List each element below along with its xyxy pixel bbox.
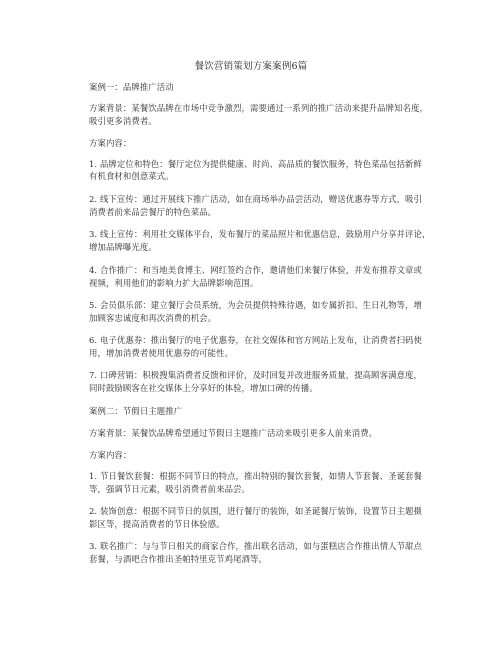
case1-item-5-line-1: 5. 会员俱乐部：建立餐厅会员系统，为会员提供特殊待遇，如专属折扣、生日礼物等，增: [89, 300, 422, 310]
case1-background-line-2: 吸引更多消费者。: [89, 116, 157, 126]
case1-content-label: 方案内容：: [89, 138, 132, 148]
case2-item-1-line-2: 等，强调节日元素，吸引消费者前来品尝。: [89, 484, 251, 494]
case1-item-6-line-2: 用，增加消费者使用优惠券的可能性。: [89, 348, 234, 358]
case1-item-4-line-2: 视频，利用他们的影响力扩大品牌影响范围。: [89, 278, 259, 288]
case2-item-2-line-2: 影区等，提高消费者的节日体验感。: [89, 519, 225, 529]
case1-item-5-line-2: 加顾客忠诚度和再次消费的机会。: [89, 313, 217, 323]
case2-content-label: 方案内容：: [89, 450, 132, 460]
case1-item-2-line-1: 2. 线下宣传：通过开展线下推广活动，如在商场举办品尝活动，赠送优惠券等方式，吸引: [89, 194, 422, 204]
case1-item-3-line-1: 3. 线上宣传：利用社交媒体平台，发布餐厅的菜品照片和优惠信息，鼓励用户分享并评论，: [89, 229, 431, 239]
document-title: 餐饮营销策划方案案例6篇: [194, 61, 308, 72]
case2-item-1-line-1: 1. 节日餐饮套餐：根据不同节日的特点，推出特别的餐饮套餐，如情人节套餐、圣诞套餐: [89, 471, 422, 481]
case1-item-1-line-2: 有机食材和创意菜式。: [89, 171, 174, 181]
case1-item-4-line-1: 4. 合作推广：和当地美食博主、网红签约合作，邀请他们来餐厅体验，并发布推荐文章或: [89, 265, 422, 275]
case2-heading: 案例二：节假日主题推广: [89, 406, 183, 416]
case1-item-7-line-2: 同时鼓励顾客在社交媒体上分享好的体验，增加口碑的传播。: [89, 383, 318, 393]
case2-background-line-1: 方案背景：某餐饮品牌希望通过节假日主题推广活动来吸引更多人前来消费。: [89, 428, 378, 438]
case2-item-2-line-1: 2. 装饰创意：根据不同节日的氛围，进行餐厅的装饰，如圣诞餐厅装饰，设置节日主题摄: [89, 506, 422, 516]
case1-item-6-line-1: 6. 电子优惠券：推出餐厅的电子优惠券，在社交媒体和官方网站上发布，让消费者扫码使: [89, 335, 422, 345]
case2-item-3-line-1: 3. 联名推广：与与节日相关的商家合作，推出联名活动，如与蛋糕店合作推出情人节甜点: [89, 541, 422, 551]
case1-background-line-1: 方案背景：某餐饮品牌在市场中竞争激烈，需要通过一系列的推广活动来提升品牌知名度，: [89, 103, 428, 113]
case1-heading: 案例一：品牌推广活动: [89, 82, 174, 92]
case1-item-3-line-2: 增加品牌曝光度。: [89, 242, 157, 252]
case1-item-2-line-2: 消费者前来品尝餐厅的特色菜品。: [89, 207, 217, 217]
case2-item-3-line-2: 套餐，与酒吧合作推出圣帕特里克节鸡尾酒等。: [89, 554, 267, 564]
case1-item-7-line-1: 7. 口碑营销：积极搜集消费者反馈和评价，及时回复并改进服务质量，提高顾客满意度，: [89, 370, 422, 380]
case1-item-1-line-1: 1. 品牌定位和特色：餐厅定位为提供健康、时尚、高品质的餐饮服务，特色菜品包括新鲜: [89, 159, 422, 169]
